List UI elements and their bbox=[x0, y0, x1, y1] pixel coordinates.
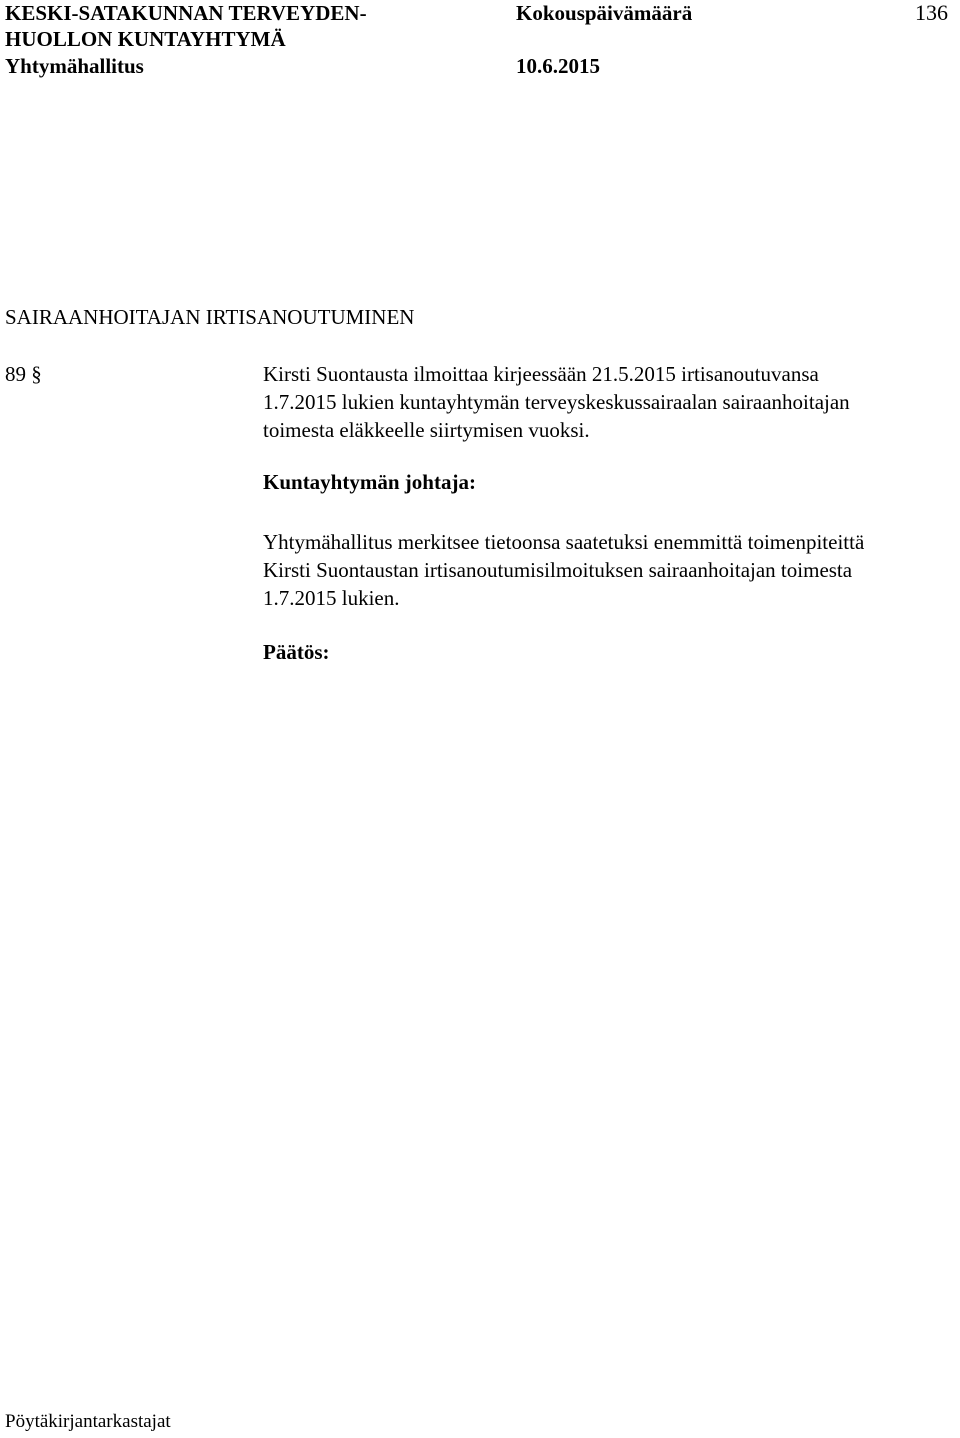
organization-name-line1: KESKI-SATAKUNNAN TERVEYDEN- bbox=[5, 1, 367, 25]
footer-minutes-checkers-label: Pöytäkirjantarkastajat bbox=[5, 1411, 171, 1432]
organization-name-line2: HUOLLON KUNTAYHTYMÄ bbox=[5, 27, 286, 51]
paragraph-line: 1.7.2015 lukien kuntayhtymän terveyskeskussairaalan sairaanhoitajan bbox=[263, 390, 850, 414]
meeting-date: 10.6.2015 bbox=[516, 54, 600, 78]
proposal-line: 1.7.2015 lukien. bbox=[263, 586, 400, 610]
board-name: Yhtymähallitus bbox=[5, 54, 144, 78]
section-title: SAIRAANHOITAJAN IRTISANOUTUMINEN bbox=[5, 305, 415, 329]
decision-heading: Päätös: bbox=[263, 640, 330, 664]
proposal-line: Yhtymähallitus merkitsee tietoonsa saatetuksi enemmittä toimenpiteittä bbox=[263, 530, 865, 554]
page-number: 136 bbox=[915, 0, 948, 25]
proposal-text bbox=[263, 528, 864, 612]
proposal-line: Kirsti Suontaustan irtisanoutumisilmoituksen sairaanhoitajan toimesta bbox=[263, 558, 853, 582]
paragraph-line: Kirsti Suontausta ilmoittaa kirjeessään 21.5.2015 irtisanoutuvansa bbox=[263, 362, 819, 386]
section-number: 89 § bbox=[5, 362, 42, 386]
paragraph-line: toimesta eläkkeelle siirtymisen vuoksi. bbox=[263, 418, 590, 442]
section-paragraph bbox=[263, 360, 850, 444]
proposal-heading: Kuntayhtymän johtaja: bbox=[263, 470, 476, 494]
meeting-date-label: Kokouspäivämäärä bbox=[516, 1, 693, 25]
